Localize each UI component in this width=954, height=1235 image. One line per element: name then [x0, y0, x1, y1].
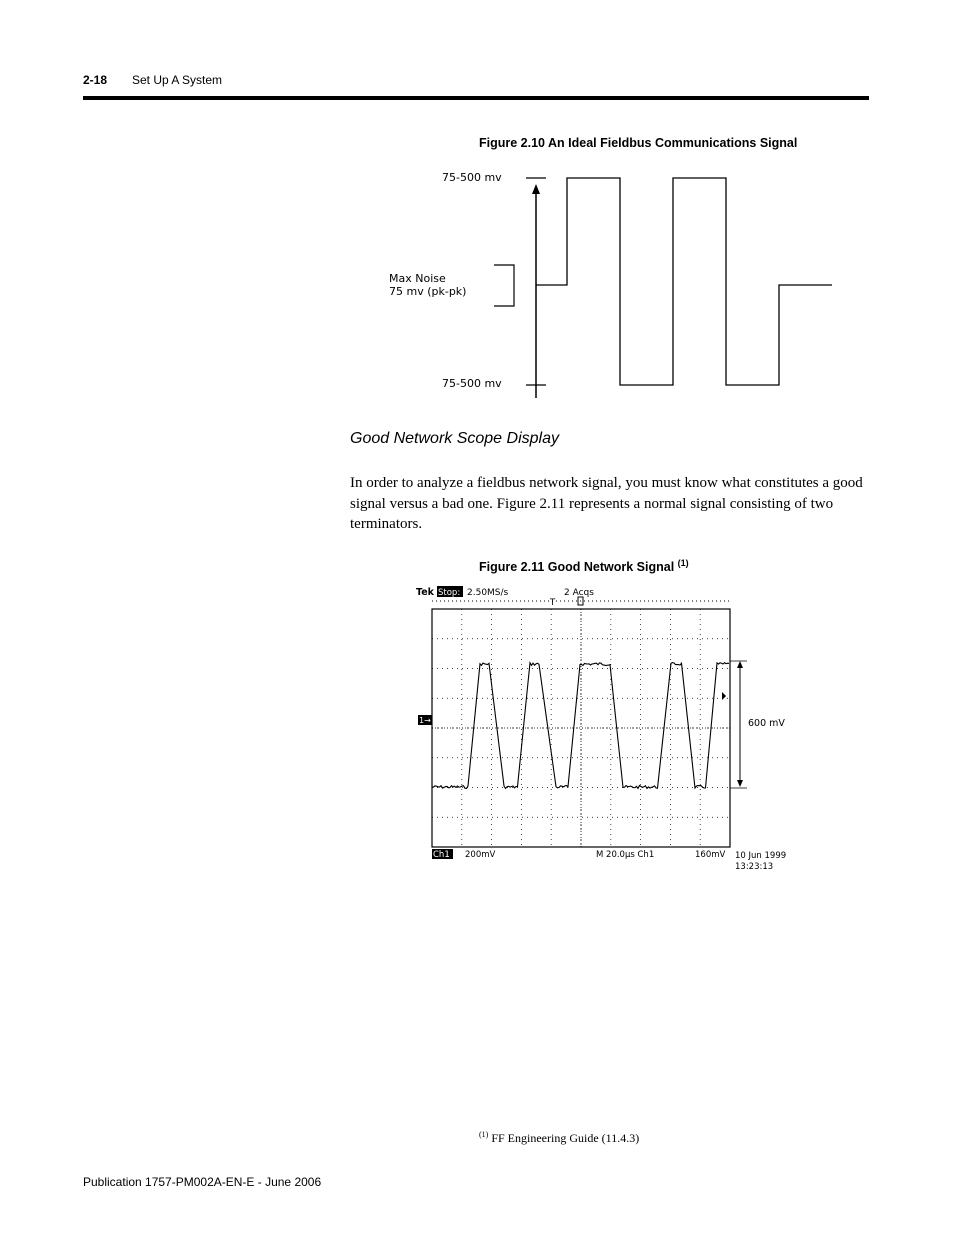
scope-time: 13:23:13 — [735, 862, 774, 872]
noise-label-line2: 75 mv (pk-pk) — [389, 285, 467, 298]
subheading: Good Network Scope Display — [350, 430, 559, 447]
scope-vertical-scale: 200mV — [465, 850, 496, 860]
section-title: Set Up A System — [132, 73, 223, 87]
scope-mode: Stop: — [438, 588, 461, 598]
bottom-level-label: 75-500 mv — [442, 377, 502, 390]
figure-2-10-caption: Figure 2.10 An Ideal Fieldbus Communications Signal — [479, 136, 798, 150]
footnote — [479, 1130, 639, 1146]
body-paragraph: In order to analyze a fieldbus network signal, you must know what constitutes a good signal versus a bad one. Figure 2.11 represents a normal signal consisting of two terminators. — [350, 475, 863, 532]
page-number: 2-18 — [83, 73, 108, 87]
figure-2-10-diagram — [380, 160, 850, 410]
figure-2-11-scope-screenshot — [410, 582, 810, 877]
scope-channel-label: Ch1 — [433, 850, 450, 860]
noise-label-line1: Max Noise — [389, 272, 446, 285]
scope-sample-rate: 2.50MS/s — [467, 588, 509, 598]
scope-timebase: M 20.0µs Ch1 — [596, 850, 655, 860]
amplitude-arrow-up — [737, 661, 743, 668]
scope-acquisitions: 2 Acqs — [564, 588, 594, 598]
footnote-marker: (1) — [479, 1130, 489, 1139]
scope-brand: Tek — [416, 587, 434, 598]
scope-channel-marker: 1→ — [419, 716, 431, 725]
scope-grid — [432, 609, 730, 847]
figure-2-11-caption-ref: (1) — [677, 558, 689, 568]
trigger-level-marker — [722, 692, 726, 700]
scope-trigger-marker: T — [550, 598, 556, 608]
footnote-text: FF Engineering Guide (11.4.3) — [491, 1131, 640, 1145]
scope-amplitude-label: 600 mV — [748, 718, 785, 729]
ideal-signal-waveform — [536, 178, 832, 385]
scope-date: 10 Jun 1999 — [735, 851, 787, 861]
noise-bracket — [494, 265, 514, 306]
axis-arrow — [532, 184, 540, 194]
amplitude-arrow-down — [737, 780, 743, 787]
scope-trigger-level: 160mV — [695, 850, 726, 860]
figure-2-11-caption — [479, 558, 689, 574]
header-rule — [83, 96, 869, 100]
good-signal-waveform — [432, 663, 729, 789]
top-level-label: 75-500 mv — [442, 171, 502, 184]
publication-footer: Publication 1757-PM002A-EN-E - June 2006 — [83, 1175, 322, 1189]
figure-2-11-caption-text: Figure 2.11 Good Network Signal — [479, 560, 675, 575]
